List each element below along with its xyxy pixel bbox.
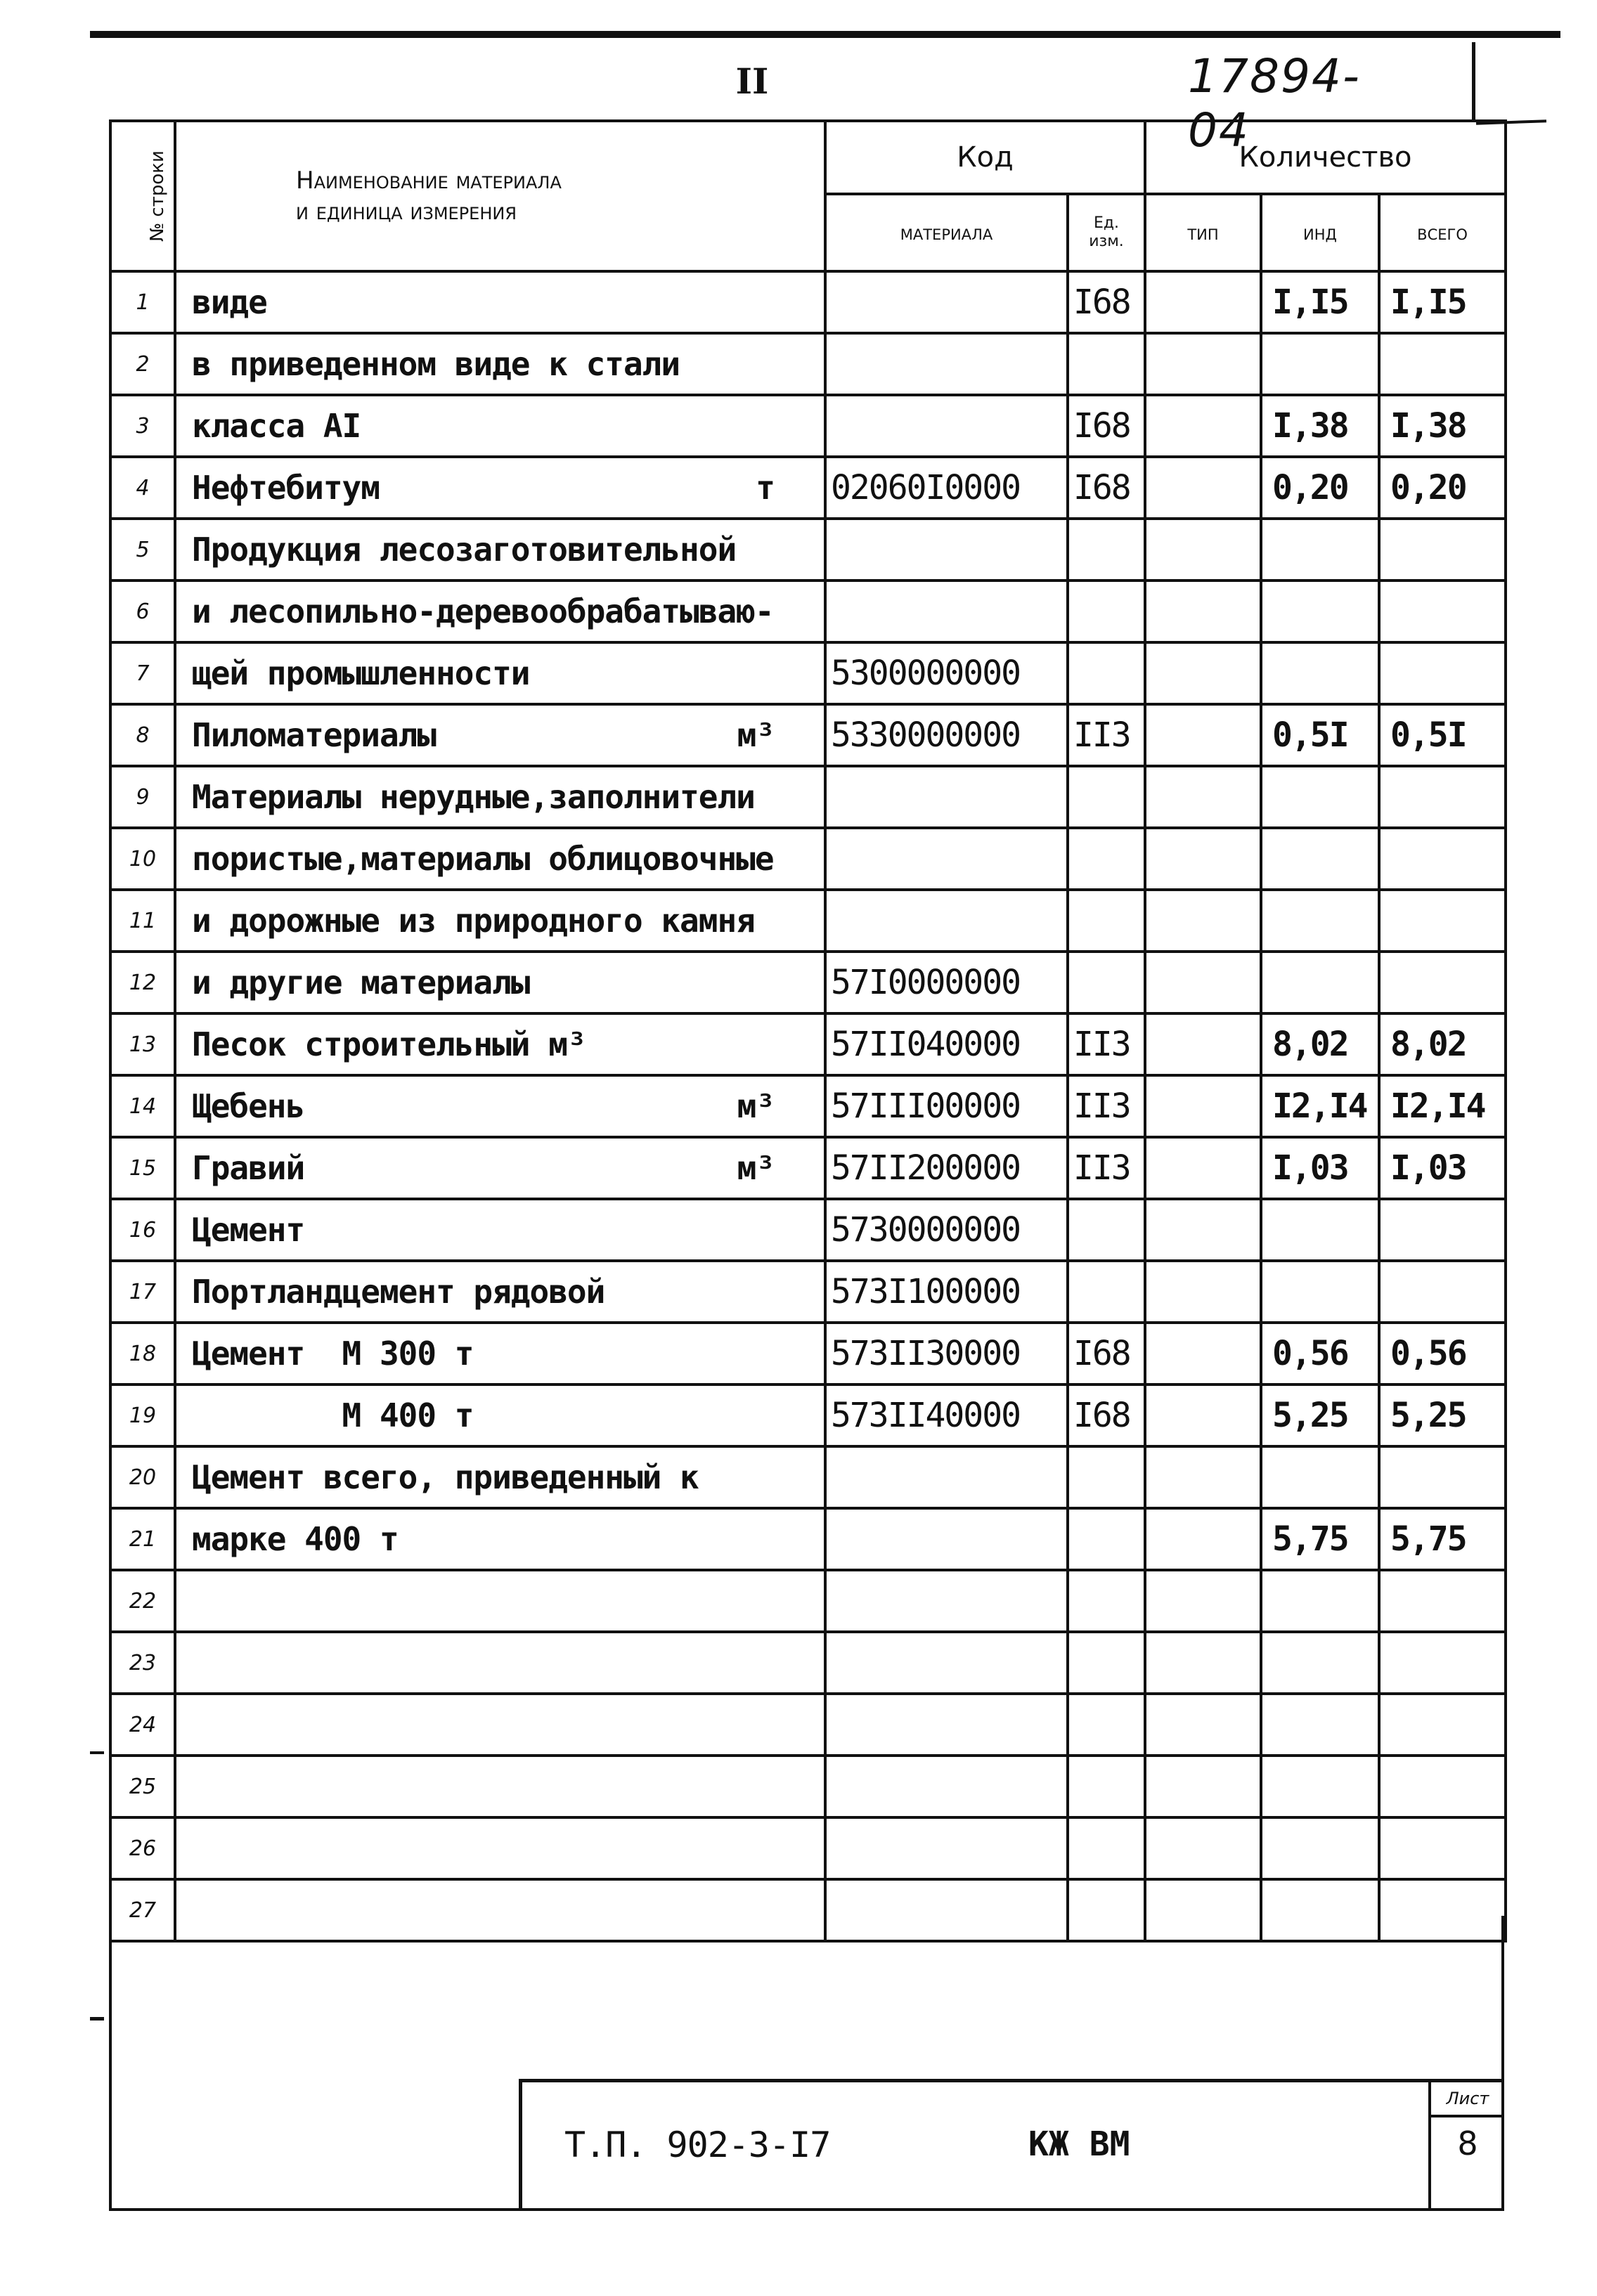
material-name-wrapper (192, 531, 824, 569)
qty-total-cell (1379, 1261, 1506, 1323)
qty-total-cell: I,I5 (1379, 271, 1506, 333)
qty-total-cell (1379, 890, 1506, 952)
material-name: Цемент М 300 т (192, 1335, 474, 1373)
unit-code-cell (1068, 1446, 1145, 1508)
qty-type-cell (1145, 1694, 1261, 1756)
qty-type-cell (1145, 1570, 1261, 1632)
header-qty-type: тип (1145, 194, 1261, 271)
material-code-cell (825, 1570, 1068, 1632)
material-name: Гравий (192, 1149, 305, 1187)
header-code-material: материала (825, 194, 1068, 271)
table-row (110, 1013, 1506, 1075)
qty-type-cell (1145, 519, 1261, 581)
material-code-cell (825, 890, 1068, 952)
qty-type-cell (1145, 1013, 1261, 1075)
unit-code-cell: II3 (1068, 1075, 1145, 1137)
qty-ind-cell: 8,02 (1261, 1013, 1379, 1075)
header-qty-ind: инд (1261, 194, 1379, 271)
table-row (110, 1756, 1506, 1817)
material-name-cell (175, 395, 825, 457)
row-number-cell: 11 (110, 890, 175, 952)
unit-code-cell (1068, 1756, 1145, 1817)
table-row (110, 1446, 1506, 1508)
qty-total-cell: I,03 (1379, 1137, 1506, 1199)
qty-type-cell (1145, 890, 1261, 952)
table-row (110, 704, 1506, 766)
qty-ind-cell (1261, 519, 1379, 581)
row-number-cell: 8 (110, 704, 175, 766)
qty-ind-cell: 0,5I (1261, 704, 1379, 766)
qty-total-cell: I,38 (1379, 395, 1506, 457)
unit-code-cell (1068, 519, 1145, 581)
row-number-cell: 22 (110, 1570, 175, 1632)
qty-ind-cell (1261, 642, 1379, 704)
unit-code-cell (1068, 1261, 1145, 1323)
qty-total-cell (1379, 828, 1506, 890)
table-body (110, 271, 1506, 1941)
row-number-cell: 12 (110, 952, 175, 1013)
unit-code-cell (1068, 581, 1145, 642)
material-name-cell (175, 1694, 825, 1756)
material-code-cell: 573II30000 (825, 1323, 1068, 1384)
table-row (110, 581, 1506, 642)
row-number-cell: 6 (110, 581, 175, 642)
qty-type-cell (1145, 1632, 1261, 1694)
material-name-cell (175, 1446, 825, 1508)
material-name-cell (175, 333, 825, 395)
unit-code-cell (1068, 333, 1145, 395)
qty-ind-cell (1261, 1570, 1379, 1632)
page-number: II (735, 60, 769, 102)
qty-type-cell (1145, 1446, 1261, 1508)
material-code-cell: 5330000000 (825, 704, 1068, 766)
table-header-row-1 (110, 121, 1506, 194)
top-border-line (90, 31, 1560, 38)
row-number-cell: 9 (110, 766, 175, 828)
material-name-cell (175, 1756, 825, 1817)
margin-tick (90, 1751, 104, 1754)
qty-ind-cell: I,38 (1261, 395, 1379, 457)
qty-ind-cell: 0,20 (1261, 457, 1379, 519)
material-name-wrapper (192, 1149, 824, 1187)
material-name-wrapper (192, 840, 824, 878)
qty-ind-cell (1261, 1261, 1379, 1323)
top-right-divider (1472, 42, 1475, 119)
qty-total-cell (1379, 1756, 1506, 1817)
row-number-cell: 1 (110, 271, 175, 333)
unit-code-cell: II3 (1068, 704, 1145, 766)
qty-ind-cell: 5,25 (1261, 1384, 1379, 1446)
qty-ind-cell (1261, 890, 1379, 952)
qty-type-cell (1145, 642, 1261, 704)
row-number-cell: 16 (110, 1199, 175, 1261)
unit-code-cell (1068, 1817, 1145, 1879)
unit-code-cell (1068, 642, 1145, 704)
qty-total-cell: 0,20 (1379, 457, 1506, 519)
material-name-cell (175, 828, 825, 890)
unit-code-cell: I68 (1068, 395, 1145, 457)
row-number-cell: 15 (110, 1137, 175, 1199)
qty-total-cell: 8,02 (1379, 1013, 1506, 1075)
row-number-cell: 24 (110, 1694, 175, 1756)
material-name: Щебень (192, 1087, 305, 1125)
material-name-cell (175, 1075, 825, 1137)
qty-total-cell (1379, 952, 1506, 1013)
material-name: Продукция лесозаготовительной (192, 531, 737, 569)
material-code-cell: 57III00000 (825, 1075, 1068, 1137)
table-row (110, 395, 1506, 457)
material-unit-label: м³ (737, 716, 775, 754)
qty-ind-cell (1261, 1694, 1379, 1756)
material-name-cell (175, 1199, 825, 1261)
material-name-wrapper (192, 654, 824, 692)
table-row (110, 1632, 1506, 1694)
qty-total-cell (1379, 519, 1506, 581)
material-name-cell (175, 704, 825, 766)
material-name: виде (192, 283, 267, 321)
material-name-wrapper (192, 1273, 824, 1311)
material-name: Портландцемент рядовой (192, 1273, 605, 1311)
material-code-cell: 02060I0000 (825, 457, 1068, 519)
row-number-cell: 13 (110, 1013, 175, 1075)
row-number-cell: 18 (110, 1323, 175, 1384)
material-name-wrapper (192, 1520, 824, 1558)
material-name: Песок строительный м³ (192, 1025, 586, 1063)
material-code-cell (825, 1632, 1068, 1694)
unit-code-cell (1068, 1632, 1145, 1694)
materials-table (109, 119, 1507, 1942)
table-row (110, 1508, 1506, 1570)
table-row (110, 890, 1506, 952)
qty-total-cell: I2,I4 (1379, 1075, 1506, 1137)
material-name-wrapper (192, 964, 824, 1001)
material-name-cell (175, 519, 825, 581)
row-number-cell: 5 (110, 519, 175, 581)
material-unit-label: т (756, 469, 775, 507)
material-name-wrapper (192, 1025, 824, 1063)
qty-ind-cell (1261, 828, 1379, 890)
material-code-cell (825, 581, 1068, 642)
qty-ind-cell (1261, 1446, 1379, 1508)
qty-type-cell (1145, 333, 1261, 395)
unit-code-cell (1068, 1570, 1145, 1632)
material-name-cell (175, 271, 825, 333)
stamp-sheet-number: 8 (1457, 2125, 1478, 2162)
row-number-cell: 26 (110, 1817, 175, 1879)
qty-total-cell (1379, 1570, 1506, 1632)
qty-total-cell (1379, 1446, 1506, 1508)
table-row (110, 1199, 1506, 1261)
qty-ind-cell (1261, 952, 1379, 1013)
table-row (110, 1075, 1506, 1137)
qty-type-cell (1145, 1137, 1261, 1199)
material-name: Нефтебитум (192, 469, 380, 507)
stamp-drawing-mark: КЖ ВМ (1028, 2125, 1130, 2164)
unit-code-cell (1068, 828, 1145, 890)
qty-total-cell (1379, 1632, 1506, 1694)
material-code-cell (825, 828, 1068, 890)
qty-ind-cell: I,03 (1261, 1137, 1379, 1199)
table-row (110, 1137, 1506, 1199)
table-row (110, 457, 1506, 519)
row-number-cell: 2 (110, 333, 175, 395)
unit-code-cell (1068, 952, 1145, 1013)
material-code-cell (825, 271, 1068, 333)
header-code-unit: Ед. изм. (1068, 194, 1145, 271)
qty-type-cell (1145, 952, 1261, 1013)
row-number-cell: 3 (110, 395, 175, 457)
unit-code-cell: II3 (1068, 1137, 1145, 1199)
header-row-number: № строки (110, 121, 175, 271)
material-code-cell (825, 1508, 1068, 1570)
header-name: Наименование материала и единица измерения (175, 121, 825, 271)
qty-ind-cell (1261, 1756, 1379, 1817)
material-name-cell (175, 1817, 825, 1879)
material-unit-label: м³ (737, 1149, 775, 1187)
material-name-wrapper (192, 1396, 824, 1434)
material-name-cell (175, 1384, 825, 1446)
row-number-cell: 20 (110, 1446, 175, 1508)
material-name: класса AI (192, 407, 361, 445)
unit-code-cell: I68 (1068, 1384, 1145, 1446)
material-name: в приведенном виде к стали (192, 345, 680, 383)
material-name: Цемент (192, 1211, 305, 1249)
material-name-cell (175, 1013, 825, 1075)
material-name: щей промышленности (192, 654, 530, 692)
row-number-cell: 4 (110, 457, 175, 519)
table-row (110, 1323, 1506, 1384)
material-code-cell: 573II40000 (825, 1384, 1068, 1446)
material-code-cell (825, 1817, 1068, 1879)
margin-tick (90, 2017, 104, 2021)
qty-ind-cell: I2,I4 (1261, 1075, 1379, 1137)
qty-total-cell: 5,25 (1379, 1384, 1506, 1446)
qty-ind-cell: I,I5 (1261, 271, 1379, 333)
qty-total-cell: 0,56 (1379, 1323, 1506, 1384)
row-number-cell: 10 (110, 828, 175, 890)
qty-total-cell (1379, 333, 1506, 395)
row-number-cell: 19 (110, 1384, 175, 1446)
material-code-cell: 5730000000 (825, 1199, 1068, 1261)
material-name-cell (175, 1570, 825, 1632)
qty-type-cell (1145, 1384, 1261, 1446)
row-number-cell: 27 (110, 1879, 175, 1941)
qty-type-cell (1145, 766, 1261, 828)
qty-type-cell (1145, 1756, 1261, 1817)
material-name: Цемент всего, приведенный к (192, 1458, 699, 1496)
stamp-sheet-label: Лист (1431, 2082, 1504, 2117)
material-name: и лесопильно-деревообрабатываю- (192, 592, 774, 630)
stamp-sheet-box (1428, 2082, 1504, 2211)
qty-ind-cell (1261, 1199, 1379, 1261)
qty-type-cell (1145, 704, 1261, 766)
material-name-cell (175, 952, 825, 1013)
qty-ind-cell (1261, 1632, 1379, 1694)
unit-code-cell (1068, 890, 1145, 952)
row-number-cell: 14 (110, 1075, 175, 1137)
material-name-wrapper (192, 902, 824, 940)
qty-total-cell (1379, 766, 1506, 828)
qty-type-cell (1145, 395, 1261, 457)
qty-type-cell (1145, 1261, 1261, 1323)
qty-type-cell (1145, 828, 1261, 890)
material-unit-label: м³ (737, 1087, 775, 1125)
material-name: Материалы нерудные,заполнители (192, 778, 755, 816)
material-name-cell (175, 1632, 825, 1694)
material-name-wrapper (192, 469, 824, 507)
qty-total-cell: 0,5I (1379, 704, 1506, 766)
stamp-project-code: Т.П. 902-3-I7 (564, 2125, 831, 2165)
row-number-cell: 23 (110, 1632, 175, 1694)
qty-total-cell (1379, 1817, 1506, 1879)
row-number-cell: 17 (110, 1261, 175, 1323)
material-name: М 400 т (192, 1396, 474, 1434)
material-name-wrapper (192, 407, 824, 445)
material-name-wrapper (192, 778, 824, 816)
qty-ind-cell: 0,56 (1261, 1323, 1379, 1384)
qty-type-cell (1145, 457, 1261, 519)
material-name-wrapper (192, 1211, 824, 1249)
table-row (110, 1694, 1506, 1756)
qty-type-cell (1145, 1817, 1261, 1879)
qty-total-cell: 5,75 (1379, 1508, 1506, 1570)
table-row (110, 1817, 1506, 1879)
material-code-cell: 57I0000000 (825, 952, 1068, 1013)
unit-code-cell (1068, 1199, 1145, 1261)
qty-ind-cell: 5,75 (1261, 1508, 1379, 1570)
material-name-wrapper (192, 1458, 824, 1496)
material-name-wrapper (192, 592, 824, 630)
material-code-cell (825, 395, 1068, 457)
unit-code-cell: I68 (1068, 457, 1145, 519)
table-row (110, 333, 1506, 395)
table-row (110, 952, 1506, 1013)
row-number-cell: 7 (110, 642, 175, 704)
qty-total-cell (1379, 1199, 1506, 1261)
row-number-cell: 25 (110, 1756, 175, 1817)
header-qty-total: всего (1379, 194, 1506, 271)
material-name-cell (175, 1508, 825, 1570)
table-row (110, 519, 1506, 581)
qty-total-cell (1379, 1694, 1506, 1756)
unit-code-cell: I68 (1068, 271, 1145, 333)
qty-type-cell (1145, 1075, 1261, 1137)
document-number: 17894-04 (1188, 49, 1361, 157)
material-code-cell: 57II200000 (825, 1137, 1068, 1199)
table-row (110, 1261, 1506, 1323)
qty-ind-cell (1261, 766, 1379, 828)
material-name: Пиломатериалы (192, 716, 437, 754)
material-name-wrapper (192, 716, 824, 754)
qty-type-cell (1145, 1508, 1261, 1570)
material-code-cell: 5300000000 (825, 642, 1068, 704)
material-name-cell (175, 766, 825, 828)
unit-code-cell (1068, 1694, 1145, 1756)
material-name-cell (175, 1137, 825, 1199)
material-name: и дорожные из природного камня (192, 902, 755, 940)
qty-type-cell (1145, 1323, 1261, 1384)
qty-total-cell (1379, 581, 1506, 642)
unit-code-cell (1068, 1508, 1145, 1570)
material-name: и другие материалы (192, 964, 530, 1001)
unit-code-cell: I68 (1068, 1323, 1145, 1384)
table-row (110, 766, 1506, 828)
material-name-cell (175, 581, 825, 642)
qty-ind-cell (1261, 1817, 1379, 1879)
material-code-cell (825, 766, 1068, 828)
material-name-cell (175, 642, 825, 704)
material-code-cell (825, 1446, 1068, 1508)
material-name-cell (175, 1323, 825, 1384)
table-row (110, 828, 1506, 890)
material-code-cell: 57II040000 (825, 1013, 1068, 1075)
unit-code-cell (1068, 766, 1145, 828)
material-name: пористые,материалы облицовочные (192, 840, 774, 878)
material-code-cell (825, 519, 1068, 581)
header-quantity-group: Количество (1145, 121, 1506, 194)
table-row (110, 1384, 1506, 1446)
material-name: марке 400 т (192, 1520, 399, 1558)
material-code-cell (825, 1694, 1068, 1756)
material-code-cell (825, 1756, 1068, 1817)
table-row (110, 642, 1506, 704)
table-row (110, 1570, 1506, 1632)
header-code-group: Код (825, 121, 1145, 194)
material-name-wrapper (192, 1087, 824, 1125)
qty-total-cell (1379, 642, 1506, 704)
qty-type-cell (1145, 1199, 1261, 1261)
qty-type-cell (1145, 581, 1261, 642)
qty-type-cell (1145, 271, 1261, 333)
materials-table-wrapper (109, 119, 1504, 1942)
material-name-cell (175, 1261, 825, 1323)
material-code-cell: 573I100000 (825, 1261, 1068, 1323)
title-block-stamp (519, 2079, 1504, 2211)
table-row (110, 271, 1506, 333)
material-name-wrapper (192, 345, 824, 383)
unit-code-cell: II3 (1068, 1013, 1145, 1075)
material-code-cell (825, 333, 1068, 395)
qty-ind-cell (1261, 333, 1379, 395)
material-name-wrapper (192, 1335, 824, 1373)
qty-ind-cell (1261, 581, 1379, 642)
row-number-cell: 21 (110, 1508, 175, 1570)
material-name-cell (175, 457, 825, 519)
material-name-cell (175, 890, 825, 952)
material-name-wrapper (192, 283, 824, 321)
